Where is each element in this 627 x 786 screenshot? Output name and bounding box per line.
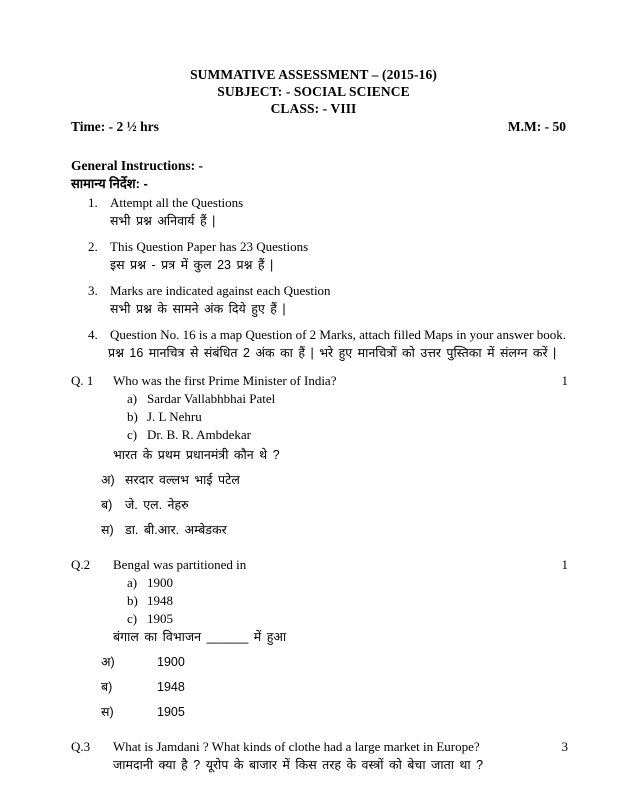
questions-section — [71, 372, 568, 784]
option-marker: a) — [127, 575, 138, 590]
class-line: CLASS: - VIII — [270, 101, 357, 116]
instruction-text-hi: सभी प्रश्न के सामने अंक दिये हुए हैं | — [110, 302, 286, 316]
instruction-text-en: Question No. 16 is a map Question of 2 Marks, attach filled Maps in your answer book. — [110, 327, 567, 342]
instruction-number: 4. — [88, 327, 98, 342]
option-item — [127, 390, 568, 408]
instruction-number: 1. — [88, 195, 98, 210]
option-label: 1900 — [157, 655, 185, 669]
subject-line: SUBJECT: - SOCIAL SCIENCE — [217, 84, 410, 99]
option-marker: b) — [127, 593, 138, 608]
option-item — [127, 610, 568, 628]
option-label: डा. बी.आर. अम्बेडकर — [125, 523, 227, 537]
question-text-hi: बंगाल का विभाजन ______ में हुआ — [113, 630, 287, 644]
option-marker: अ) — [101, 655, 115, 669]
question-marks: 1 — [561, 373, 568, 388]
question-header-row — [71, 738, 568, 756]
instruction-body — [110, 326, 578, 363]
question-options-hi — [101, 650, 568, 725]
option-item — [101, 518, 568, 543]
instruction-item — [88, 194, 578, 231]
question-text-hi: भारत के प्रथम प्रधानमंत्री कौन थे ? — [113, 448, 280, 462]
instruction-item — [88, 238, 578, 275]
option-item — [101, 675, 568, 700]
instruction-text-hi: सभी प्रश्न अनिवार्य हैं | — [110, 214, 216, 228]
option-label: 1905 — [147, 611, 173, 626]
instruction-body — [110, 238, 578, 275]
question-label: Q.3 — [71, 739, 91, 754]
instruction-text-hi: इस प्रश्न - प्रत्र में कुल 23 प्रश्न हैं | — [110, 258, 274, 272]
question-text-en: Bengal was partitioned in — [113, 557, 247, 572]
instructions-list — [88, 194, 578, 370]
option-marker: अ) — [101, 473, 115, 487]
option-marker: b) — [127, 409, 138, 424]
option-label: J. L Nehru — [147, 409, 202, 424]
option-item — [127, 426, 568, 444]
page-header — [0, 66, 627, 117]
option-marker: c) — [127, 427, 138, 442]
option-item — [101, 650, 568, 675]
question-options-hi — [101, 468, 568, 543]
question-text-en: What is Jamdani ? What kinds of clothe had a large market in Europe? — [113, 739, 480, 754]
question-text-hi: जामदानी क्या है ? यूरोप के बाजार में किस तरह के वस्त्रों को बेचा जाता था ? — [113, 758, 484, 772]
instruction-text-en: This Question Paper has 23 Questions — [110, 239, 309, 254]
time-and-marks-row — [71, 119, 566, 135]
time-allowed: Time: - 2 ½ hrs — [71, 119, 159, 134]
option-item — [127, 408, 568, 426]
option-item — [101, 493, 568, 518]
instruction-text-hi: प्रश्न 16 मानचित्र से संबंधित 2 अंक का हैं | भरे हुए मानचित्रों को उत्तर पुस्तिका में संलग्न करें | — [108, 346, 557, 360]
question-block — [71, 738, 568, 775]
general-instructions-heading-hi: सामान्य निर्देश: - — [71, 176, 148, 191]
option-label: 1948 — [157, 680, 185, 694]
question-marks: 3 — [561, 739, 568, 754]
option-item — [127, 574, 568, 592]
instruction-body — [110, 282, 578, 319]
instruction-body — [110, 194, 578, 231]
instruction-text-en: Marks are indicated against each Question — [110, 283, 331, 298]
instruction-number: 3. — [88, 283, 98, 298]
instruction-item — [88, 282, 578, 319]
option-marker: c) — [127, 611, 138, 626]
option-marker: a) — [127, 391, 138, 406]
question-label: Q.2 — [71, 557, 91, 572]
option-item — [101, 700, 568, 725]
option-label: Dr. B. R. Ambdekar — [147, 427, 251, 442]
general-instructions-heading-en: General Instructions: - — [71, 158, 203, 173]
option-label: सरदार वल्लभ भाई पटेल — [125, 473, 240, 487]
option-label: जे. एल. नेहरु — [125, 498, 189, 512]
option-marker: स) — [101, 705, 114, 719]
assessment-title: SUMMATIVE ASSESSMENT – (2015-16) — [190, 67, 437, 82]
question-label: Q. 1 — [71, 373, 94, 388]
question-marks: 1 — [561, 557, 568, 572]
option-marker: स) — [101, 523, 114, 537]
instruction-item — [88, 326, 578, 363]
option-marker: ब) — [101, 498, 113, 512]
question-options-en — [127, 574, 568, 628]
question-header-row — [71, 372, 568, 390]
question-block — [71, 556, 568, 725]
option-label: Sardar Vallabhbhai Patel — [147, 391, 276, 406]
option-item — [127, 592, 568, 610]
question-text-en: Who was the first Prime Minister of India? — [113, 373, 337, 388]
option-label: 1900 — [147, 575, 173, 590]
option-label: 1948 — [147, 593, 173, 608]
instruction-text-en: Attempt all the Questions — [110, 195, 244, 210]
option-marker: ब) — [101, 680, 113, 694]
question-options-en — [127, 390, 568, 444]
question-header-row — [71, 556, 568, 574]
question-block — [71, 372, 568, 543]
instruction-number: 2. — [88, 239, 98, 254]
option-label: 1905 — [157, 705, 185, 719]
option-item — [101, 468, 568, 493]
maximum-marks: M.M: - 50 — [507, 119, 566, 134]
